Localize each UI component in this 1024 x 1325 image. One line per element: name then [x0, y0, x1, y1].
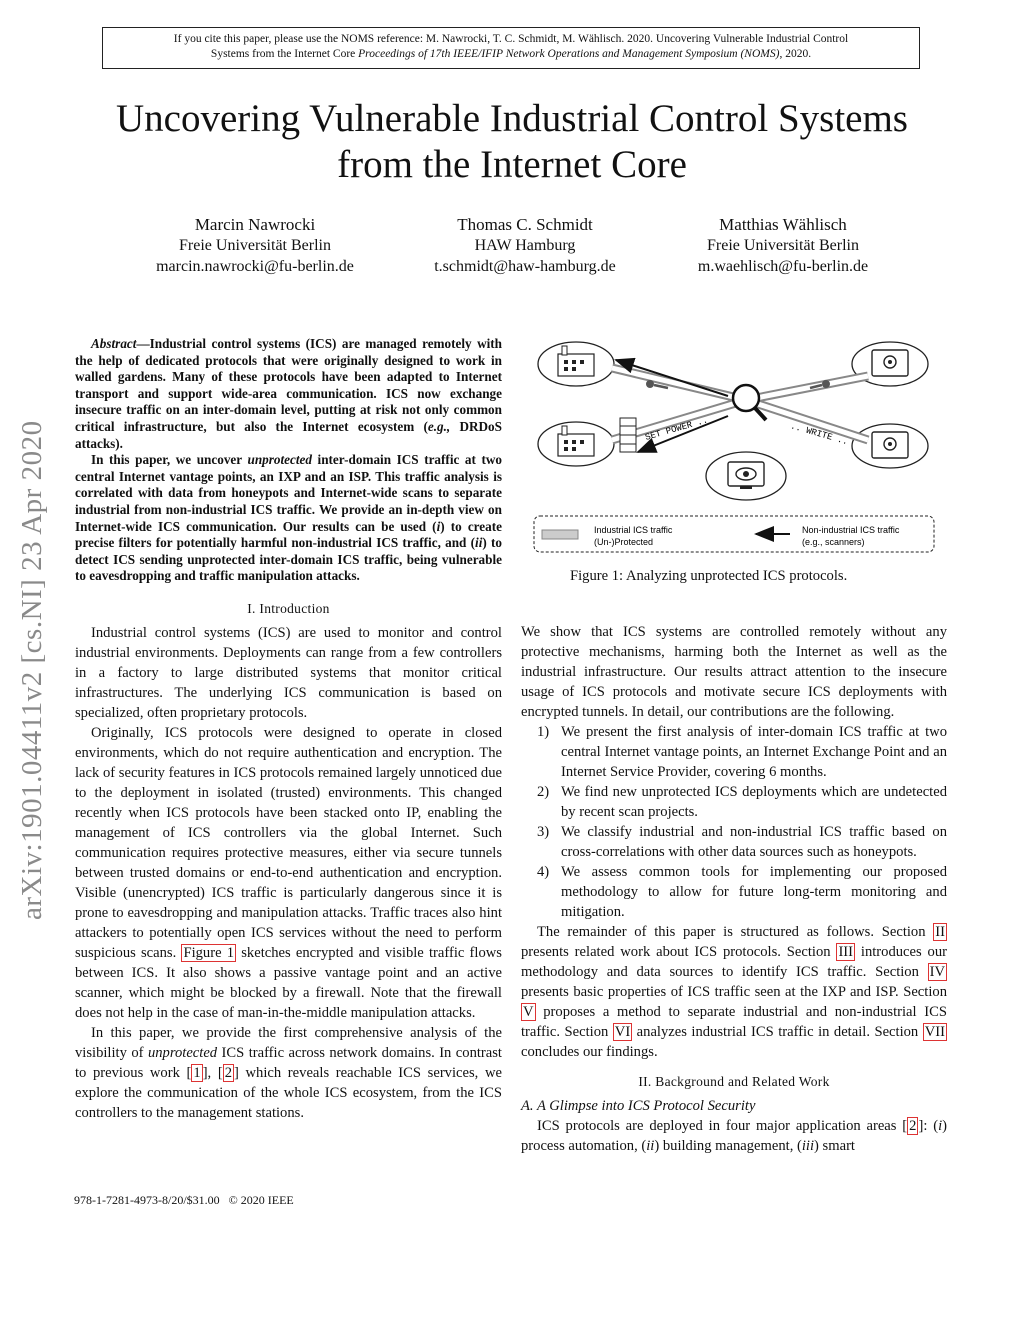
cloud-factory-top	[538, 342, 614, 386]
legend-industrial-label: Industrial ICS traffic	[594, 525, 673, 535]
list-item: 3) We classify industrial and non-industrial ICS traffic based on cross-correlations with other data sources such as honeypots.	[537, 824, 947, 860]
author-3	[668, 214, 898, 277]
scanner-arrow-top	[616, 360, 728, 396]
author-email: m.waehlisch@fu-berlin.de	[697, 258, 869, 275]
copyright: © 2020 IEEE	[228, 1193, 294, 1207]
abstract: Abstract—Industrial control systems (ICS) are managed remotely with the help of dedicated protocols that were originally designed to work in walled gardens. Many of these protocols have been adapted to Internet transport and support wide-area communication. ICS now exchange insecure traffic on an inter-domain level, putting at risk not only common critical infrastructure, but also the Internet ecosystem (e.g., DRDoS attacks). In this paper, we uncover unprotected inter-domain ICS traffic at two central Internet vantage points, an IXP and an ISP. This traffic analysis is correlated with data from honeypots and Internet-wide scans to separate industrial from non-industrial ICS traffic. We provide an in-depth view on Internet-wide ICS communication. Our results can be used (i) to create precise filters for potentially harmful non-industrial ICS traffic, and (ii) to detect ICS sending unprotected inter-domain ICS traffic, being vulnerable to eavesdropping and traffic manipulation attacks.	[75, 336, 502, 584]
list-item: 4) We assess common tools for implementing our proposed methodology to allow for future long-term monitoring and mitigation.	[537, 864, 947, 920]
author-email: t.schmidt@haw-hamburg.de	[434, 258, 616, 275]
section-link-VI[interactable]: VI	[614, 1024, 631, 1040]
list-item: 2) We find new unprotected ICS deployments which are undetected by recent scan projects.	[537, 784, 947, 820]
section-link-III[interactable]: III	[838, 944, 854, 960]
author-name: Thomas C. Schmidt	[457, 215, 593, 234]
intro-paragraph-1: Industrial control systems (ICS) are used to monitor and control industrial environments. Deployments can range from a few controllers in a factory to large distributed systems that monitor critical infrastructures. The underlying ICS communication is based on specialized, often proprietary protocols.	[75, 624, 502, 721]
author-affiliation: HAW Hamburg	[474, 237, 576, 254]
contributions-list	[521, 722, 947, 922]
subsection-heading-a: A. A Glimpse into ICS Protocol Security	[521, 1098, 756, 1114]
section-heading-background: II. Background and Related Work	[638, 1074, 830, 1089]
set-power-label: SET POWER ..	[644, 415, 710, 443]
left-column	[75, 336, 502, 1123]
author-affiliation: Freie Universität Berlin	[179, 237, 331, 254]
citation-venue: Proceedings of 17th IEEE/IFIP Network Operations and Management Symposium (NOMS)	[358, 48, 780, 60]
citation-link-2[interactable]: 2	[224, 1064, 232, 1081]
firewall-icon	[620, 418, 636, 452]
cloud-factory-bottom	[538, 422, 614, 466]
section-link-IV[interactable]: IV	[929, 964, 945, 980]
section-link-V[interactable]: V	[523, 1004, 534, 1020]
legend-industrial-swatch	[542, 530, 578, 539]
isbn-price: 978-1-7281-4973-8/20/$31.00	[74, 1193, 220, 1207]
citation-line-1: If you cite this paper, please use the NOMS reference: M. Nawrocki, T. C. Schmidt, M. Wählisch. 2020. Uncovering Vulnerable Industrial Control	[173, 33, 849, 45]
right-paragraph-2: The remainder of this paper is structured as follows. Section II presents related work about ICS protocols. Section III introduces our methodology and data sources to identify ICS traffic. Section IV presents basic properties of ICS traffic seen at the IXP and ISP. Section V proposes a method to separate industrial and non-industrial ICS traffic. Section VI analyzes industrial ICS traffic in detail. Section VII concludes our findings.	[521, 924, 948, 1060]
figure-1-caption: Figure 1: Analyzing unprotected ICS protocols.	[570, 568, 848, 584]
citation-notice	[102, 27, 920, 69]
right-paragraph-1: We show that ICS systems are controlled remotely without any protective mechanisms, harming both the Internet as well as the industrial infrastructure. Our results attract attention to the insecure usage of ICS protocols and motivate secure ICS deployments with encrypted tunnels. In detail, our contributions are the following.	[521, 624, 947, 720]
legend-protected-label: (Un-)Protected	[594, 537, 654, 547]
figure-1-link[interactable]: Figure 1	[183, 944, 235, 961]
citation-link-2[interactable]: 2	[909, 1118, 917, 1134]
cloud-controller-bottom	[852, 424, 928, 468]
footer-copyright	[74, 1193, 294, 1208]
write-label: .. WRITE ..	[789, 421, 850, 448]
author-1	[140, 214, 370, 277]
section-link-II[interactable]: II	[935, 924, 945, 940]
intro-paragraph-2: Originally, ICS protocols were designed to operate in closed environments, which do not require authentication and encryption. The lack of security features in ICS protocols remained largely unnoticed due to the deployment in isolated (trusted) environments. This changed recently when ICS protocols have been stacked onto IP, enabling the management of ICS controllers via the global Internet. Such communication requires protective measures, either via secure tunnels between trusted domains or end-to-end authentication and encryption. Visible (unencrypted) ICS traffic is particularly dangerous since it is prone to eavesdropping and manipulation attacks. Traffic traces also hint attackers to potentially open ICS services without the need to perform suspicious scans. Figure 1 sketches encrypted and visible traffic flows between ICS. It also shows a passive vantage point and an active scanner, which might be blocked by a firewall. Note that the firewall does not help in the case of man-in-the-middle manipulation attacks.	[75, 724, 502, 1021]
author-name: Marcin Nawrocki	[194, 215, 316, 234]
citation-link-1[interactable]: 1	[193, 1064, 201, 1081]
author-email: marcin.nawrocki@fu-berlin.de	[156, 258, 354, 275]
section-heading-introduction: I. Introduction	[247, 600, 330, 616]
intro-paragraph-3: In this paper, we provide the first comprehensive analysis of the visibility of unprotected ICS traffic across network domains. In contrast to previous work [ 1 ], [ 2 ] which reveals reachable ICS services, we explore the communication of the whole ICS ecosystem, from the ICS controllers to the management stations.	[75, 1024, 502, 1121]
legend-nonindustrial-label: Non-industrial ICS traffic	[802, 525, 900, 535]
right-paragraph-3: ICS protocols are deployed in four major application areas [ 2 ]: (i) process automation, (ii) building management, (iii) smart	[521, 1118, 947, 1154]
author-name: Matthias Wählisch	[719, 215, 847, 234]
section-link-VII[interactable]: VII	[924, 1024, 945, 1040]
paper-title: Uncovering Vulnerable Industrial Control Systems from the Internet Core	[116, 97, 908, 186]
cloud-scanner	[706, 452, 786, 500]
citation-line-2: Systems from the Internet Core Proceedings of 17th IEEE/IFIP Network Operations and Management Symposium (NOMS), 2020.	[210, 48, 812, 60]
right-column	[521, 622, 947, 1156]
list-item: 1) We present the first analysis of inter-domain ICS traffic at two central Internet vantage points, an Internet Exchange Point and an Internet Service Provider, covering 6 months.	[537, 724, 947, 780]
author-affiliation: Freie Universität Berlin	[707, 237, 859, 254]
author-2	[410, 214, 640, 277]
arxiv-stamp: arXiv:1901.04411v2 [cs.NI] 23 Apr 2020	[16, 420, 48, 920]
legend-scanners-label: (e.g., scanners)	[802, 537, 865, 547]
figure-1	[528, 336, 948, 564]
